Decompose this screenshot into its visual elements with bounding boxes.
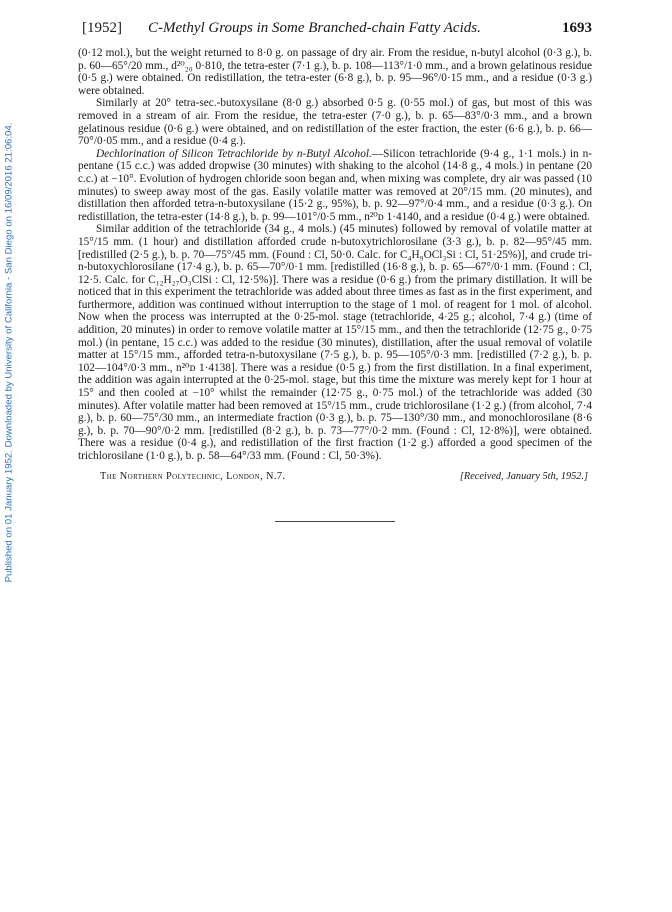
article-body	[78, 47, 592, 463]
received-date: [Received, January 5th, 1952.]	[459, 470, 588, 482]
page-number: 1693	[562, 20, 592, 36]
paragraph-1: (0·12 mol.), but the weight returned to 8·0 g. on passage of dry air. From the residue, n-butyl alcohol (0·3 g.), b. p. 60—65°/20 mm., d²⁰₂₀ 0·810, the tetra-ester (7·1 g.), b. p. 108—113°/1·0 mm., and a brown gelatinous residue (0·5 g.) were obtained. On redistillation, the tetra-ester (6·8 g.), b. p. 95—96°/0·15 mm., and a residue (0·3 g.) were obtained.	[78, 47, 592, 97]
paragraph-3-text: —Silicon tetrachloride (9·4 g., 1·1 mols.) in n-pentane (15 c.c.) was added dropwise (30 minutes) with shaking to the alcohol (14·8 g., 4 mols.) in pentane (20 c.c.) at −10°. Evolution of hydrogen chloride soon began and, when mixing was complete, dry air was passed (10 minutes) to sweep away most of the gas. Easily volatile matter was removed at 20°/15 mm. (20 minutes), and distillation then afforded tetra-n-butoxysilane (15·2 g., 95%), b. p. 92—97°/0·4 mm., and a residue (0·3 g.). On redistillation, the tetra-ester (14·8 g.), b. p. 99—101°/0·5 mm., n²⁰ᴅ 1·4140, and a residue (0·4 g.) were obtained.	[78, 147, 592, 223]
journal-page	[78, 20, 592, 522]
header-year: [1952]	[82, 20, 122, 36]
download-watermark	[2, 92, 16, 612]
paragraph-3	[78, 148, 592, 224]
article-footer	[78, 471, 592, 482]
section-heading: Dechlorination of Silicon Tetrachloride by n-Butyl Alcohol.	[96, 147, 372, 160]
header-title: C-Methyl Groups in Some Branched-chain Fatty Acids.	[148, 20, 481, 36]
institution-address: The Northern Polytechnic, London, N.7.	[100, 470, 286, 482]
paragraph-4: Similar addition of the tetrachloride (34 g., 4 mols.) (45 minutes) followed by removal of volatile matter at 15°/15 mm. (1 hour) and distillation afforded crude n-butoxytrichlorosilane (3·3 g.), b. p. 82—95°/45 mm. [redistilled (2·5 g.), b. p. 70—75°/45 mm. (Found : Cl, 50·0. Calc. for C₄H₉OCl₃Si : Cl, 51·25%)], and crude tri-n-butoxychlorosilane (17·4 g.), b. p. 65—70°/0·1 mm. [redistilled (16·8 g.), b. p. 65—67°/0·1 mm. (Found : Cl, 12·5. Calc. for C₁₂H₂₇O₃ClSi : Cl, 12·5%)]. There was a residue (0·6 g.) from the primary distillation. It will be noticed that in this experiment the tetrachloride was added about three times as fast as in the first experiment, and furthermore, addition was continued without interruption to the stage of 1 mol. of reagent for 1 mol. of alcohol. Now when the process was interrupted at the 0·25-mol. stage (tetrachloride, 4·25 g.; alcohol, 7·4 g.) (time of addition, 20 minutes) in order to remove volatile matter at 15°/15 mm., and then the tetrachloride (12·75 g., 0·75 mol.) (in pentane, 15 c.c.) was added to the residue (30 minutes), distillation, after the usual removal of volatile matter at 15°/15 mm., afforded tetra-n-butoxysilane (7·5 g.), b. p. 95—105°/0·3 mm. [redistilled (7·2 g.), b. p. 102—104°/0·3 mm., n²⁰ᴅ 1·4138]. There was a residue (0·5 g.) from the first distillation. In a final experiment, the addition was again interrupted at the 0·25-mol. stage, but this time the mixture was merely kept for 1 hour at 15° and then cooled at −10° whilst the remainder (12·75 g., 0·75 mol.) of the tetrachloride was added (30 minutes). After volatile matter had been removed at 15°/15 mm., crude trichlorosilane (1·2 g.) (from alcohol, 7·4 g.), b. p. 60—75°/30 mm., an intermediate fraction (0·3 g.), b. p. 75—130°/30 mm., and monochlorosilane (8·6 g.), b. p. 70—90°/0·2 mm. [redistilled (8·2 g.), b. p. 73—77°/0·2 mm. (Found : Cl, 12·8%)], were obtained. There was a residue (0·4 g.), and redistillation of the first fraction (1·2 g.) afforded a good specimen of the trichlorosilane (1·0 g.), b. p. 58—64°/33 mm. (Found : Cl, 50·3%).	[78, 223, 592, 462]
end-rule	[275, 521, 395, 522]
paragraph-2: Similarly at 20° tetra-sec.-butoxysilane (8·0 g.) absorbed 0·5 g. (0·55 mol.) of gas, but most of this was removed in a stream of air. From the residue, the tetra-ester (7·0 g.), b. p. 65—83°/0·3 mm., and a brown gelatinous residue (0·6 g.) were obtained, and on redistillation of the ester fraction, the ester (6·6 g.), b. p. 66—70°/0·05 mm., and a residue (0·4 g.).	[78, 97, 592, 148]
running-header	[78, 20, 592, 42]
download-watermark-text: Published on 01 January 1952. Downloaded by University of California - San Diego on 16/09/2016 21:06:04.	[3, 122, 15, 582]
